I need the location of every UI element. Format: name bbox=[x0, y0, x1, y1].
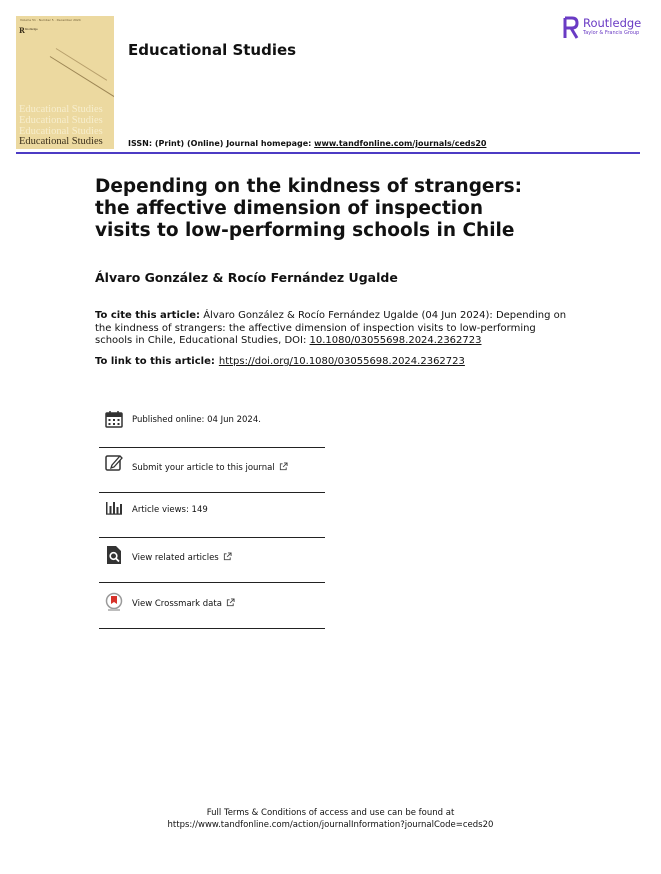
published-online-item bbox=[99, 403, 325, 448]
cover-ghost-title: Educational Studies bbox=[19, 104, 103, 115]
cite-label: To cite this article: bbox=[95, 310, 201, 321]
bar-chart-icon bbox=[104, 498, 124, 518]
published-online-label: Published online: 04 Jun 2024. bbox=[132, 415, 261, 425]
crossmark-link[interactable] bbox=[132, 598, 235, 609]
header-divider bbox=[16, 152, 640, 154]
cover-ghost-title: Educational Studies bbox=[19, 115, 103, 126]
calendar-icon bbox=[104, 409, 124, 429]
crossmark-item[interactable] bbox=[99, 584, 325, 629]
terms-line: Full Terms & Conditions of access and use can be found at bbox=[206, 808, 455, 818]
citation-block bbox=[95, 310, 570, 348]
related-articles-link[interactable] bbox=[132, 552, 232, 563]
article-views-item bbox=[99, 493, 325, 538]
related-articles-item[interactable] bbox=[99, 538, 325, 583]
cite-text: Álvaro González & Rocío Fernández Ugalde (04 Jun 2024): Depending on the kindness of strangers: the affective dimension of inspection visits to low-performing schools in Chile, Educational Studies, DOI: bbox=[95, 310, 567, 346]
journal-title: Educational Studies bbox=[128, 41, 297, 59]
article-views-label: Article views: 149 bbox=[132, 505, 208, 515]
cover-publisher-logo: R bbox=[19, 26, 25, 35]
publisher-group: Taylor & Francis Group bbox=[583, 30, 640, 36]
cover-publisher-name: Routledge bbox=[25, 28, 38, 31]
journal-homepage-link[interactable]: www.tandfonline.com/journals/ceds20 bbox=[314, 139, 487, 148]
issn-text: ISSN: (Print) (Online) Journal homepage: bbox=[128, 139, 315, 148]
external-link-icon bbox=[279, 462, 288, 471]
submit-article-link[interactable] bbox=[132, 462, 288, 473]
routledge-logo bbox=[563, 15, 643, 41]
terms-footer bbox=[0, 808, 661, 831]
publisher-name: Routledge bbox=[583, 16, 642, 30]
article-doi-url[interactable]: https://doi.org/10.1080/03055698.2024.2362723 bbox=[218, 356, 465, 367]
article-authors: Álvaro González & Rocío Fernández Ugalde bbox=[95, 270, 398, 285]
link-label: To link to this article: bbox=[95, 356, 215, 367]
crossmark-icon bbox=[104, 592, 124, 612]
terms-url[interactable]: https://www.tandfonline.com/action/journalInformation?journalCode=ceds20 bbox=[167, 819, 494, 830]
search-document-icon bbox=[104, 545, 124, 565]
submit-article-item[interactable] bbox=[99, 448, 325, 493]
journal-cover bbox=[16, 16, 114, 149]
article-link-line bbox=[95, 356, 465, 367]
cover-ghost-title: Educational Studies bbox=[19, 126, 103, 137]
issn-line bbox=[128, 139, 486, 148]
external-link-icon bbox=[223, 552, 232, 561]
doi-link[interactable]: 10.1080/03055698.2024.2362723 bbox=[309, 335, 482, 346]
submit-article-label: Submit your article to this journal bbox=[132, 463, 275, 473]
edit-icon bbox=[104, 453, 124, 473]
routledge-logo-icon bbox=[563, 16, 580, 40]
cover-volume-line: Volume 51 · Number 5 · December 2024 bbox=[20, 18, 81, 22]
cover-title: Educational Studies bbox=[19, 136, 103, 147]
external-link-icon bbox=[226, 598, 235, 607]
article-title: Depending on the kindness of strangers: the affective dimension of inspection visits to low-performing schools in Chile bbox=[95, 176, 523, 241]
crossmark-label: View Crossmark data bbox=[132, 599, 222, 609]
related-articles-label: View related articles bbox=[132, 553, 219, 563]
